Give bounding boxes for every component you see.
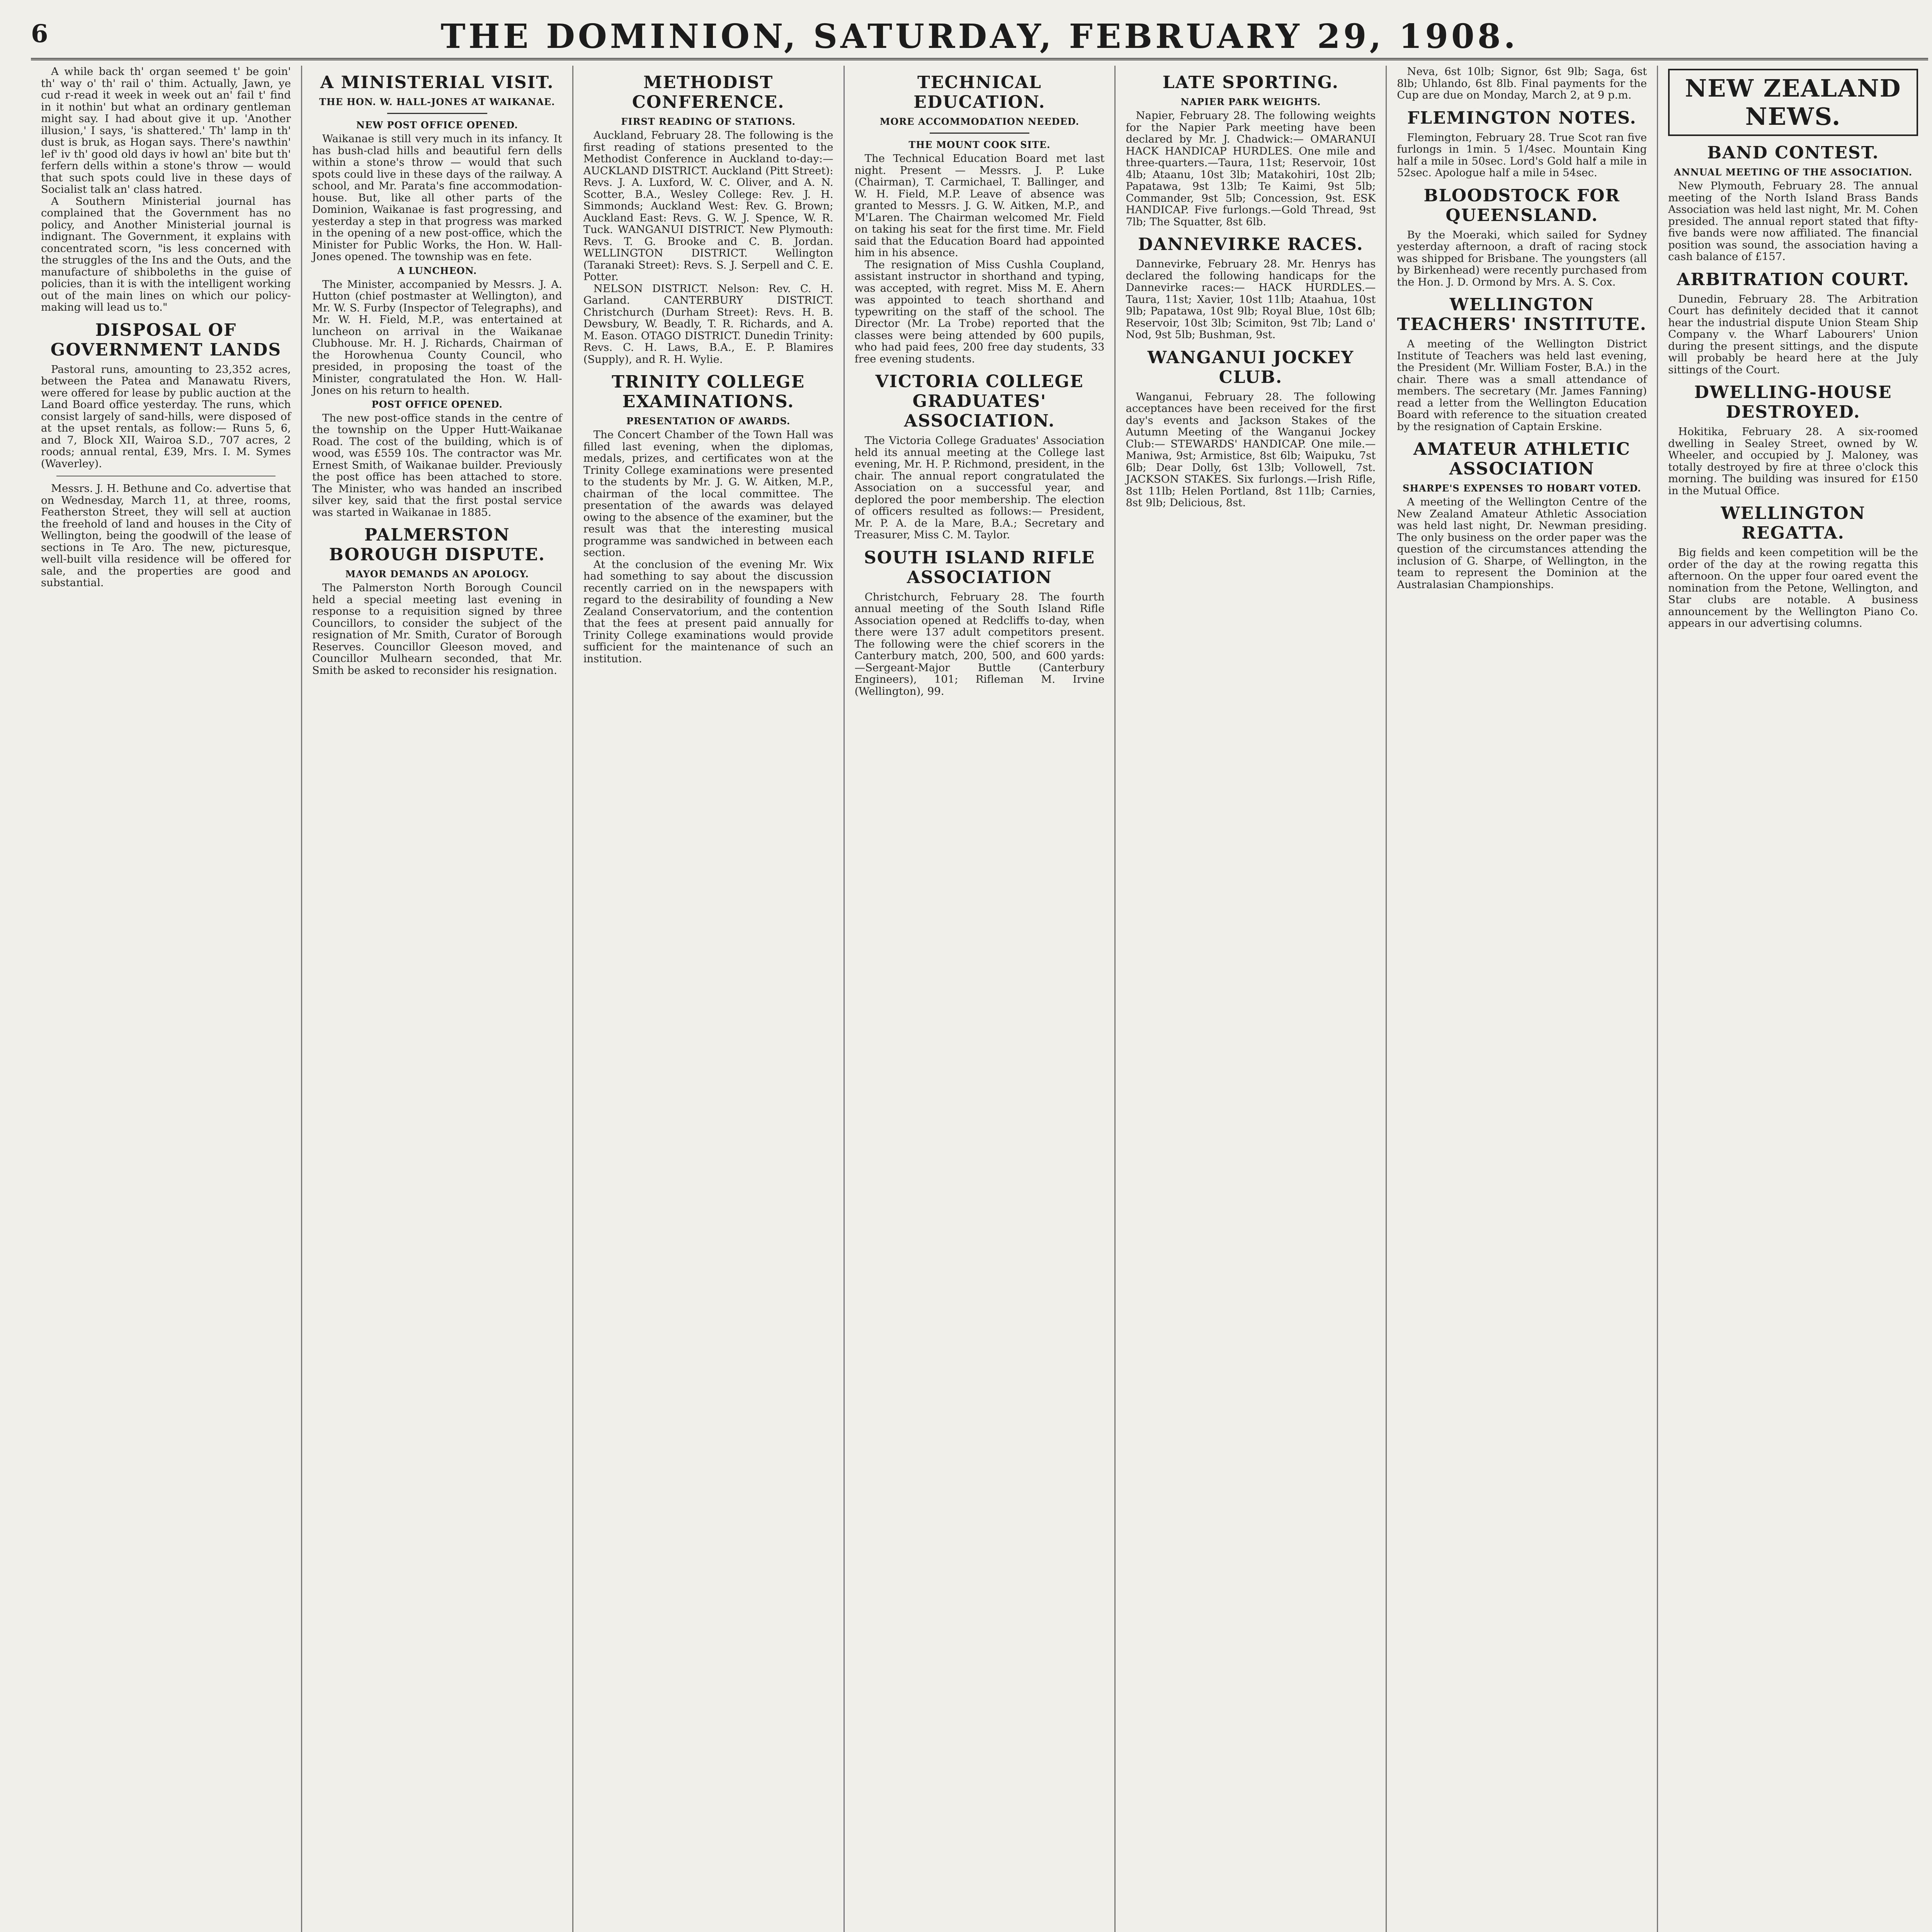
article-body: [1397, 338, 1647, 432]
paragraph: A while back th' organ seemed t' be goin' th' way o' th' rail o' thim. Actually, Jawn, ye cud r-read it week in week out an' fail t' find in it nothin' but what an ordinary gentleman might say. I had about give it up. 'Another illusion,' I says, 'is shattered.' Th' lamp in th' dust is bruk, as Hogan says. There's nawthin' lef' iv th' good old days iv howl an' bite but th' ferfern dells within a stone's throw — would that such spots could live in these days of Socialist talk an' class hatred.: [41, 66, 291, 196]
paragraph: NELSON DISTRICT. Nelson: Rev. C. H. Garland. CANTERBURY DISTRICT. Christchurch (Durham Street): Revs. H. B. Dewsbury, W. Beadly, T. R. Richards, and A. M. Eason. OTAGO DISTRICT. Dunedin Trinity: Revs. C. H. Laws, B.A., E. P. Blamires (Supply), and R. H. Wylie.: [583, 282, 833, 366]
headline-new-zealand-news: NEW ZEALAND NEWS.: [1668, 69, 1918, 136]
column-6: [1387, 66, 1658, 1932]
article-body: [1668, 180, 1918, 263]
article-body: [1126, 391, 1376, 509]
headline-land-disposal: DISPOSAL OF GOVERNMENT LANDS: [50, 320, 282, 360]
subheadline: SHARPE'S EXPENSES TO HOBART VOTED.: [1403, 483, 1641, 494]
headline-wellington-regatta: WELLINGTON REGATTA.: [1721, 503, 1866, 543]
column-7: [1658, 66, 1928, 1932]
paragraph: The Concert Chamber of the Town Hall was filled last evening, when the diplomas, medals, prizes, and certificates won at the Trinity College examinations were presented to the students by Mr. J. G. W. Aitken, M.P., chairman of the local committee. The presentation of the awards was delayed owing to the absence of the examiner, but the result was that the interesting musical programme was sandwiched in between each section.: [583, 429, 833, 559]
paragraph: By the Moeraki, which sailed for Sydney yesterday afternoon, a draft of racing stock was shipped for Brisbane. The youngsters (all by Birkenhead) were recently purchased from the Hon. J. D. Ormond by Mrs. A. S. Cox.: [1397, 228, 1647, 288]
article-body: [583, 129, 833, 365]
paragraph: A meeting of the Wellington District Institute of Teachers was held last evening, the President (Mr. William Foster, B.A.) in the chair. There was a small attendance of members. The secretary (Mr. James Fanning) read a letter from the Wellington Education Board with reference to the situation created by the resignation of Captain Erskine.: [1397, 338, 1647, 433]
paragraph: Christchurch, February 28. The fourth annual meeting of the South Island Rifle Association opened at Redcliffs to-day, when there were 137 adult competitors present. The following were the chief scorers in the Canterbury match, 200, 500, and 600 yards:—Sergeant-Major Buttle (Canterbury Engineers), 101; Rifleman M. Irvine (Wellington), 99.: [854, 590, 1105, 697]
paragraph: Auckland, February 28. The following is the first reading of stations presented to the Methodist Conference in Auckland to-day:— AUCKLAND DISTRICT. Auckland (Pitt Street): Revs. J. A. Luxford, W. C. Oliver, and A. N. Scotter, B.A., Wesley College: Rev. J. H. Simmonds; Auckland West: Rev. G. Brown; Auckland East: Revs. G. W. J. Spence, W. R. Tuck. WANGANUI DISTRICT. New Plymouth: Revs. T. G. Brooke and C. B. Jordan. WELLINGTON DISTRICT. Wellington (Taranaki Street): Revs. S. J. Serpell and C. E. Potter.: [583, 129, 833, 283]
headline-methodist-conference: METHODIST CONFERENCE.: [632, 73, 785, 112]
paragraph: A Southern Ministerial journal has complained that the Government has no policy, and Another Ministerial journal is indignant. The Government, it explains with concentrated scorn, "is less concerned with the struggles of the Ins and the Outs, and the manufacture of shibboleths in the guise of policies, than it is with the intelligent working out of the main lines on which our policy-making will lead us to.": [41, 195, 291, 313]
subheadline: THE MOUNT COOK SITE.: [908, 139, 1051, 150]
divider: [930, 133, 1030, 134]
headline-dwelling-destroyed: DWELLING-HOUSE DESTROYED.: [1694, 383, 1892, 422]
article-body: [855, 435, 1105, 541]
paragraph: The Technical Education Board met last night. Present — Messrs. J. P. Luke (Chairman), T. Carmichael, T. Ballinger, and W. H. Field, M.P. Leave of absence was granted to Messrs. J. G. W. Aitken, M.P., and M'Laren. The Chairman welcomed Mr. Field on taking his seat for the first time. Mr. Field said that the Education Board had appointed him in his absence.: [854, 152, 1105, 259]
headline-technical-education: TECHNICAL EDUCATION.: [913, 73, 1046, 112]
paragraph: Napier, February 28. The following weights for the Napier Park meeting have been declared by Mr. J. Chadwick:— OMARANUI HACK HANDICAP HURDLES. One mile and three-quarters.—Taura, 11st; Reservoir, 10st 4lb; Ataanu, 10st 3lb; Matakohiri, 10st 2lb; Papatawa, 9st 13lb; Te Kaimi, 9st 5lb; Commander, 9st 5lb; Concession, 9st. ESK HANDICAP. Five furlongs.—Gold Thread, 9st 7lb; The Squatter, 8st 6lb.: [1126, 109, 1376, 228]
article-body: [1126, 258, 1376, 341]
headline-victoria-college: VICTORIA COLLEGE GRADUATES' ASSOCIATION.: [875, 372, 1084, 431]
subheadline: MAYOR DEMANDS AN APOLOGY.: [345, 568, 529, 580]
headline-palmerston-dispute: PALMERSTON BOROUGH DISPUTE.: [329, 525, 546, 565]
article-body: [855, 153, 1105, 365]
paragraph: New Plymouth, February 28. The annual meeting of the North Island Brass Bands Association was held last night, Mr. M. Cohen presided. The annual report stated that fifty-five bands were now affiliated. The financial position was sound, the association having a cash balance of £157.: [1668, 180, 1918, 263]
column-5: [1116, 66, 1387, 1932]
article-body: [855, 591, 1105, 697]
paragraph: The Victoria College Graduates' Association held its annual meeting at the College last evening, Mr. H. P. Richmond, president, in the chair. The annual report congratulated the Association on a successful year, and deplored the poor membership. The election of officers resulted as follows:— President, Mr. P. A. de la Mare, B.A.; Secretary and Treasurer, Miss C. M. Taylor.: [854, 434, 1105, 541]
headline-trinity-college: TRINITY COLLEGE EXAMINATIONS.: [612, 372, 805, 412]
article-body: [312, 412, 562, 519]
article-body: [312, 279, 562, 396]
article-body: [1668, 293, 1918, 376]
headline-bloodstock: BLOODSTOCK FOR QUEENSLAND.: [1423, 185, 1620, 225]
article-body: [41, 364, 291, 589]
headline-teachers-institute: WELLINGTON TEACHERS' INSTITUTE.: [1397, 295, 1647, 334]
paragraph: Messrs. J. H. Bethune and Co. advertise that on Wednesday, March 11, at three, rooms, Featherston Street, they will sell at auction the freehold of land and houses in the City of Wellington, being the goodwill of the lease of sections in Te Aro. The new, picturesque, well-built villa residence will be offered for sale, and the properties are good and substantial.: [41, 482, 291, 589]
article-body: [41, 66, 291, 313]
article-body: [1397, 66, 1647, 101]
paragraph: The new post-office stands in the centre of the township on the Upper Hutt-Waikanae Road. The cost of the building, which is of wood, was £559 10s. The contractor was Mr. Ernest Smith, of Waikanae builder. Previously the post office has been attached to store. The Minister, who was handed an inscribed silver key, said that the first postal service was started in Waikanae in 1885.: [312, 412, 562, 519]
subheadline: THE HON. W. HALL-JONES AT WAIKANAE.: [319, 96, 555, 107]
article-body: [1397, 132, 1647, 179]
page-columns: [31, 66, 1928, 1932]
article-body: [312, 133, 562, 263]
paragraph: The resignation of Miss Cushla Coupland, assistant instructor in shorthand and typing, was accepted, with regret. Miss M. E. Ahern was appointed to teach shorthand and typewriting on the staff of the school. The Director (Mr. La Trobe) reported that the classes were being attended by 600 pupils, who had paid fees, 200 free day students, 33 free evening students.: [854, 258, 1105, 365]
paragraph: Pastoral runs, amounting to 23,352 acres, between the Patea and Manawatu Rivers, were offered for lease by public auction at the Land Board office yesterday. The runs, which consist largely of sand-hills, were disposed of at the upset rentals, as follow:— Runs 5, 6, and 7, Block XII, Wairoa S.D., 707 acres, 2 roods; annual rental, £39, Mrs. I. M. Symes (Waverley).: [41, 363, 291, 470]
newspaper-title: THE DOMINION, SATURDAY, FEBRUARY 29, 1908.: [440, 17, 1519, 56]
article-body: [1126, 110, 1376, 228]
article-body: [1397, 496, 1647, 590]
article-body: [1397, 229, 1647, 288]
column-4: [845, 66, 1116, 1932]
subheadline: POST OFFICE OPENED.: [371, 398, 503, 410]
headline-dannevirke-races: DANNEVIRKE RACES.: [1138, 235, 1364, 254]
column-1: [31, 66, 302, 1932]
headline-band-contest: BAND CONTEST.: [1707, 143, 1879, 163]
paragraph: Dannevirke, February 28. Mr. Henrys has declared the following handicaps for the Dannevirke races:— HACK HURDLES.—Taura, 11st; Xavier, 10st 11lb; Ataahua, 10st 9lb; Papatawa, 10st 9lb; Royal Blue, 10st 6lb; Reservoir, 10st 3lb; Scimiton, 9st 7lb; Land o' Nod, 9st 5lb; Bushman, 9st.: [1126, 258, 1376, 341]
headline-arbitration-court: ARBITRATION COURT.: [1677, 269, 1910, 289]
subheadline: ANNUAL MEETING OF THE ASSOCIATION.: [1674, 167, 1913, 178]
article-body: [1668, 426, 1918, 497]
article-body: [312, 582, 562, 676]
paragraph: Neva, 6st 10lb; Signor, 6st 9lb; Saga, 6st 8lb; Uhlando, 6st 8lb. Final payments for the Cup are due on Monday, March 2, at 9 p.m.: [1397, 66, 1647, 101]
column-3: [573, 66, 845, 1932]
paragraph: Dunedin, February 28. The Arbitration Court has definitely decided that it cannot hear the industrial dispute Union Steam Ship Company v. the Wharf Labourers' Union during the present sittings, and the dispute will probably be heard here at the July sittings of the Court.: [1668, 293, 1918, 376]
subheadline: PRESENTATION OF AWARDS.: [626, 415, 791, 427]
headline-late-sporting: LATE SPORTING.: [1162, 73, 1339, 92]
article-body: [1668, 547, 1918, 629]
paragraph: Hokitika, February 28. A six-roomed dwelling in Sealey Street, owned by W. Wheeler, and occupied by J. Maloney, was totally destroyed by fire at three o'clock this morning. The building was insured for £150 in the Mutual Office.: [1668, 425, 1918, 497]
paragraph: Wanganui, February 28. The following acceptances have been received for the first day's events and Jackson Stakes of the Autumn Meeting of the Wanganui Jockey Club:— STEWARDS' HANDICAP. One mile.—Maniwa, 9st; Armistice, 8st 6lb; Waipuku, 7st 6lb; Dear Dolly, 6st 13lb; Vollowell, 7st. JACKSON STAKES. Six furlongs.—Irish Rifle, 8st 11lb; Helen Portland, 8st 11lb; Carnies, 8st 9lb; Delicious, 8st.: [1126, 390, 1376, 509]
divider: [387, 113, 487, 114]
paragraph: The Minister, accompanied by Messrs. J. A. Hutton (chief postmaster at Wellington), and Mr. W. S. Furby (Inspector of Telegraphs), and Mr. W. H. Field, M.P., was entertained at luncheon on arrival in the Waikanae Clubhouse. Mr. H. J. Richards, Chairman of the Horowhenua County Council, who presided, in proposing the toast of the Minister, congratulated the Hon. W. Hall-Jones on his return to health.: [312, 278, 562, 396]
paragraph: A meeting of the Wellington Centre of the New Zealand Amateur Athletic Association was held last night, Dr. Newman presiding. The only business on the order paper was the question of the circumstances attending the inclusion of G. Sharpe, of Wellington, in the team to represent the Dominion at the Australasian Championships.: [1397, 496, 1647, 591]
subheadline: A LUNCHEON.: [397, 265, 477, 276]
headline-wanganui-jockey-club: WANGANUI JOCKEY CLUB.: [1147, 347, 1354, 387]
paragraph: Flemington, February 28. True Scot ran five furlongs in 1min. 5 1/4sec. Mountain King half a mile in 50sec. Lord's Gold half a mile in 52sec. Apologue half a mile in 54sec.: [1397, 131, 1647, 179]
headline-rifle-association: SOUTH ISLAND RIFLE ASSOCIATION: [864, 548, 1095, 587]
subheadline: NEW POST OFFICE OPENED.: [356, 119, 518, 131]
headline-flemington-notes: FLEMINGTON NOTES.: [1407, 108, 1637, 128]
article-body: [583, 429, 833, 665]
paragraph: At the conclusion of the evening Mr. Wix had something to say about the discussion recently carried on in the newspapers with regard to the desirability of founding a New Zealand Conservatorium, and the contention that the fees at present paid annually for Trinity College examinations would provide sufficient for the maintenance of such an institution.: [583, 558, 833, 665]
column-2: [302, 66, 573, 1932]
paragraph: Big fields and keen competition will be the order of the day at the rowing regatta this afternoon. On the upper four oared event the nomination from the Petone, Wellington, and Star clubs are notable. A business announcement by the Wellington Piano Co. appears in our advertising columns.: [1668, 546, 1918, 629]
masthead: [31, 15, 1928, 60]
subheadline: FIRST READING OF STATIONS.: [621, 116, 796, 127]
paragraph: Waikanae is still very much in its infancy. It has bush-clad hills and beautiful fern dells within a stone's throw — would that such spots could live in these days of the railway. A school, and Mr. Parata's fine accommodation-house. But, like all other parts of the Dominion, Waikanae is fast progressing, and yesterday a step in that progress was marked in the opening of a new post-office, which the Minister for Public Works, the Hon. W. Hall-Jones opened. The township was en fete.: [312, 133, 562, 263]
subheadline: MORE ACCOMMODATION NEEDED.: [879, 116, 1080, 127]
headline-ministerial-visit: A MINISTERIAL VISIT.: [320, 73, 554, 92]
headline-amateur-athletic: AMATEUR ATHLETIC ASSOCIATION: [1413, 439, 1631, 479]
page-number: 6: [31, 19, 48, 48]
paragraph: The Palmerston North Borough Council held a special meeting last evening in response to a requisition signed by three Councillors, to consider the subject of the resignation of Mr. Smith, Curator of Borough Reserves. Councillor Gleeson moved, and Councillor Mulhearn seconded, that Mr. Smith be asked to reconsider his resignation.: [312, 582, 562, 677]
subheadline: NAPIER PARK WEIGHTS.: [1180, 96, 1321, 107]
